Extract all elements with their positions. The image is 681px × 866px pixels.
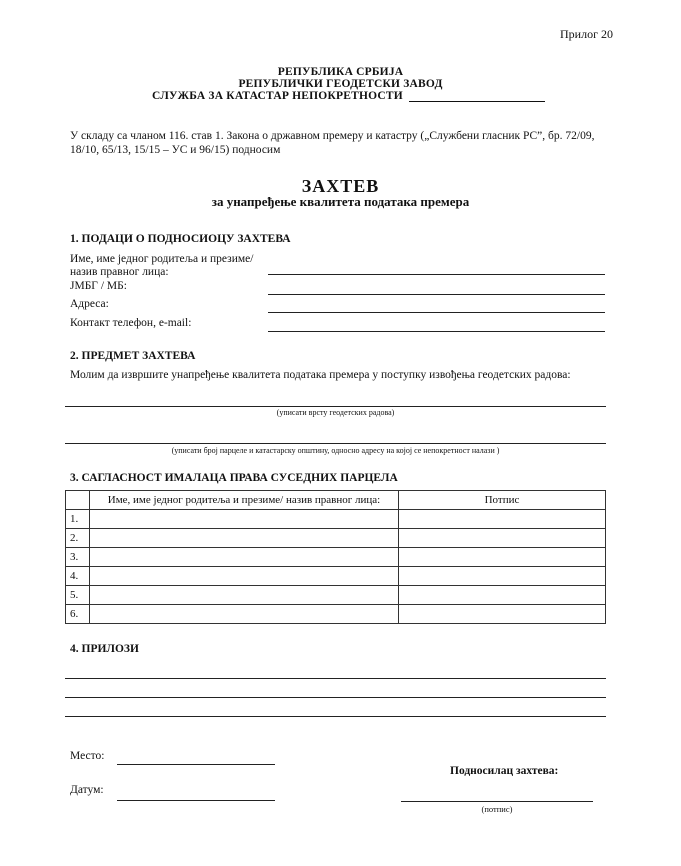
parcel-caption: (уписати број парцеле и катастарску општину, односно адресу на којој се непокретност налази ) [171,446,500,455]
date-label: Датум: [70,784,104,796]
neighbor-signature-cell[interactable] [399,548,606,567]
table-row [66,605,606,624]
contact-field[interactable] [268,331,605,332]
row-number: 3. [66,548,90,567]
neighbor-signature-cell[interactable] [399,567,606,586]
neighbor-name-cell[interactable] [90,586,399,605]
row-number: 2. [66,529,90,548]
section-applicant-heading: 1. ПОДАЦИ О ПОДНОСИОЦУ ЗАХТЕВА [70,233,291,245]
neighbor-signature-cell[interactable] [399,586,606,605]
request-text: Молим да извршите унапређење квалитета података премера у поступку извођења геодетских радова: [70,369,571,381]
parcel-field[interactable] [65,443,606,444]
attachments-line-2[interactable] [65,697,606,698]
header-service-label: СЛУЖБА ЗА КАТАСТАР НЕПОКРЕТНОСТИ [152,90,403,102]
table-row [66,529,606,548]
header-name-cell: Име, име једног родитеља и презиме/ назив правног лица: [90,491,399,510]
header-signature-cell: Потпис [399,491,606,510]
row-number: 6. [66,605,90,624]
jmbg-field[interactable] [268,294,605,295]
header-number-cell [66,491,90,510]
neighbor-name-cell[interactable] [90,510,399,529]
table-row [66,567,606,586]
date-field[interactable] [117,800,275,801]
neighbor-name-cell[interactable] [90,605,399,624]
document-subtitle: за унапређење квалитета података премера [211,194,470,209]
header-service [152,90,545,102]
signature-caption: (потпис) [481,804,513,814]
neighbor-name-cell[interactable] [90,567,399,586]
name-label-line2: назив правног лица: [70,266,169,278]
service-location-field[interactable] [409,91,545,102]
place-field[interactable] [117,764,275,765]
table-row [66,586,606,605]
name-label [70,253,253,279]
row-number: 1. [66,510,90,529]
row-number: 5. [66,586,90,605]
name-label-line1: Име, име једног родитеља и презиме/ [70,253,254,265]
consent-table [65,490,606,624]
neighbor-signature-cell[interactable] [399,510,606,529]
annex-number: Прилог 20 [560,27,613,41]
neighbor-signature-cell[interactable] [399,605,606,624]
document-title: ЗАХТЕВ [301,176,380,196]
works-type-field[interactable] [65,406,606,407]
place-label: Место: [70,750,105,762]
attachments-line-3[interactable] [65,716,606,717]
table-row [66,510,606,529]
table-row [66,548,606,567]
jmbg-label: ЈМБГ / МБ: [70,280,127,292]
section-subject-heading: 2. ПРЕДМЕТ ЗАХТЕВА [70,350,196,362]
works-type-caption: (уписати врсту геодетских радова) [276,408,395,417]
header-institute: РЕПУБЛИЧКИ ГЕОДЕТСКИ ЗАВОД [238,78,443,90]
applicant-label: Подносилац захтева: [450,765,559,777]
address-label: Адреса: [70,298,109,310]
consent-table-header [66,491,606,510]
section-consent-heading: 3. САГЛАСНОСТ ИМАЛАЦА ПРАВА СУСЕДНИХ ПАРЦЕЛА [70,472,398,484]
neighbor-name-cell[interactable] [90,529,399,548]
contact-label: Контакт телефон, e-mail: [70,317,192,329]
neighbor-name-cell[interactable] [90,548,399,567]
attachments-line-1[interactable] [65,678,606,679]
applicant-signature-field[interactable] [401,801,593,802]
section-attachments-heading: 4. ПРИЛОЗИ [70,643,139,655]
name-field[interactable] [268,274,605,275]
header-republic: РЕПУБЛИКА СРБИЈА [277,66,404,78]
neighbor-signature-cell[interactable] [399,529,606,548]
address-field[interactable] [268,312,605,313]
intro-paragraph: У складу са чланом 116. став 1. Закона о државном премеру и катастру („Службени гласник РС”, бр. 72/09, 18/10, 65/13, 15/15 – УС и 96/15) подносим [70,130,595,156]
row-number: 4. [66,567,90,586]
